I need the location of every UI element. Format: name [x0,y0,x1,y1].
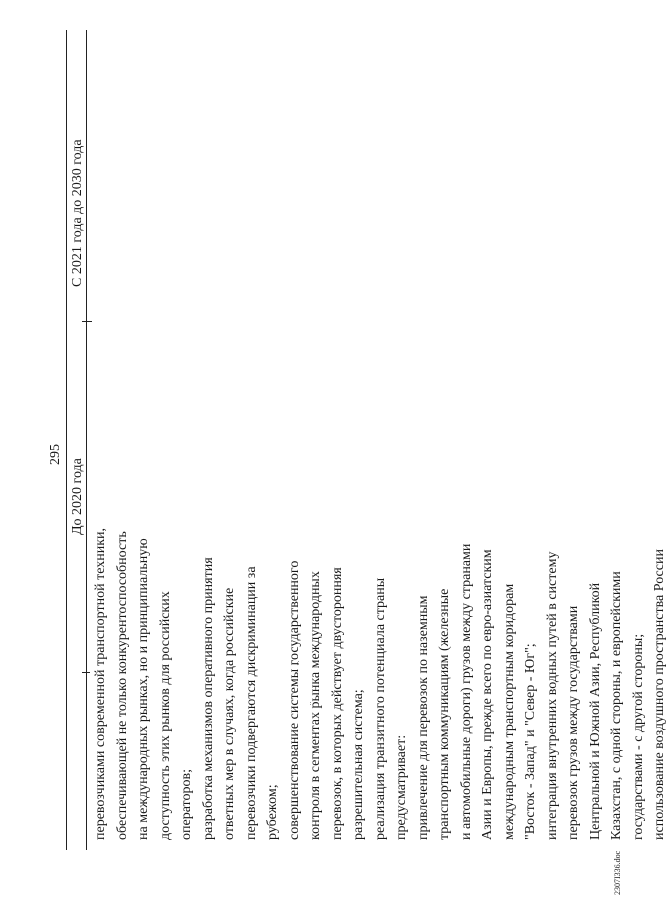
body-line: Азии и Европы, прежде всего по евро-азиатским [480,549,495,840]
column-header-until-2020: До 2020 года [70,458,85,535]
body-line: Казахстан, с одной стороны, и европейскими [609,571,624,840]
body-line: операторов; [179,769,194,840]
body-line: интеграция внутренних водных путей в систему [544,551,560,840]
header-bottom-rule [86,30,87,850]
body-line: контроля в сегментах рынка международных [308,571,323,840]
body-line: использование воздушного пространства России [652,549,667,840]
column-left-tick [82,672,90,673]
body-line: "Восток - Запад" и "Север - Юг"; [523,643,538,840]
body-line: государствами - с другой стороны; [630,633,646,840]
body-line: предусматривает: [394,734,409,840]
body-line: разрешительная система; [351,689,366,840]
body-line: доступность этих рынков для российских [157,591,173,840]
body-line: ответных мер в случаях, когда российские [222,587,237,840]
body-line: обеспечивающей не только конкурентоспособность [114,531,130,840]
body-line: и автомобильные дороги) грузов между странами [458,543,474,840]
body-line: разработка механизмов оперативного принятия [200,557,216,840]
body-line: реализация транзитного потенциала страны [372,577,388,840]
body-line: перевозок, в которых действует двусторонняя [329,567,345,840]
body-line: привлечение для перевозок по наземным [415,595,431,840]
body-line: на международных рынках, но и принципиальную [136,538,151,840]
body-line: перевозчики подвергаются дискриминации за [243,566,259,840]
body-line: транспортным коммуникациям (железные [437,588,452,840]
column-header-2021-2030: С 2021 года до 2030 года [70,139,85,287]
body-line: перевозок грузов между государствами [566,605,581,840]
body-line: Центральной и Южной Азии, Республикой [587,582,603,840]
body-line: совершенствование системы государственного [286,560,302,840]
header-top-rule [66,30,67,850]
body-text [90,320,671,840]
body-line: перевозчиками современной транспортной техники, [93,527,108,840]
document-code: 2307I336.doc [613,850,622,895]
page-number: 295 [48,444,63,465]
body-line: международным транспортным коридорам [501,583,517,840]
body-line: рубежом; [265,784,280,840]
